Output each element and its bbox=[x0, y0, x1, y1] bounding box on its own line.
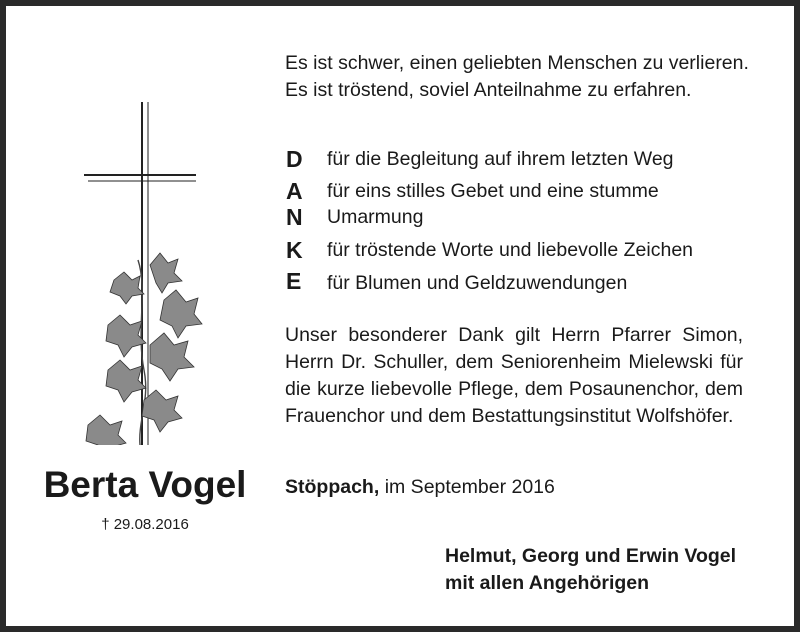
danke-letter: E bbox=[286, 268, 302, 294]
intro-line: Es ist schwer, einen geliebten Menschen zu verlieren. bbox=[285, 52, 749, 74]
danke-phrase: Umarmung bbox=[327, 206, 424, 228]
danke-phrase: für tröstende Worte und liebevolle Zeichen bbox=[327, 239, 694, 261]
danke-row-n bbox=[0, 204, 800, 234]
place-date-text: im September 2016 bbox=[384, 476, 555, 498]
danke-phrase: für Blumen und Geldzuwendungen bbox=[327, 272, 628, 294]
thanks-line: Unser besonderer Dank gilt Herrn Pfarrer Simon, bbox=[285, 324, 743, 346]
place-town: Stöppach, bbox=[285, 476, 380, 498]
intro-text bbox=[285, 50, 749, 104]
signature-line: mit allen Angehörigen bbox=[445, 572, 650, 594]
thanks-paragraph bbox=[285, 322, 743, 430]
danke-row-d bbox=[0, 146, 800, 176]
danke-phrase: für eins stilles Gebet und eine stumme bbox=[327, 180, 659, 202]
place-date bbox=[285, 476, 555, 499]
danke-letter: A bbox=[286, 178, 303, 204]
danke-letter: K bbox=[286, 237, 303, 263]
deceased-name: Berta Vogel bbox=[43, 464, 247, 505]
intro-line: Es ist tröstend, soviel Anteilnahme zu erfahren. bbox=[285, 79, 692, 101]
signature-line: Helmut, Georg und Erwin Vogel bbox=[445, 545, 737, 567]
danke-row-e bbox=[0, 268, 800, 298]
danke-phrase: für die Begleitung auf ihrem letzten Weg bbox=[327, 148, 674, 170]
thanks-line: die kurze liebevolle Pflege, dem Posaunenchor, dem bbox=[285, 378, 743, 400]
thanks-line: Frauenchor und dem Bestattungsinstitut Wolfshöfer. bbox=[285, 405, 734, 427]
danke-row-k bbox=[0, 237, 800, 267]
death-date: † 29.08.2016 bbox=[101, 516, 189, 533]
thanks-line: Herrn Dr. Schuller, dem Seniorenheim Mielewski für bbox=[285, 351, 743, 373]
danke-letter: N bbox=[286, 204, 303, 230]
danke-letter: D bbox=[286, 146, 303, 172]
signature bbox=[445, 543, 736, 597]
